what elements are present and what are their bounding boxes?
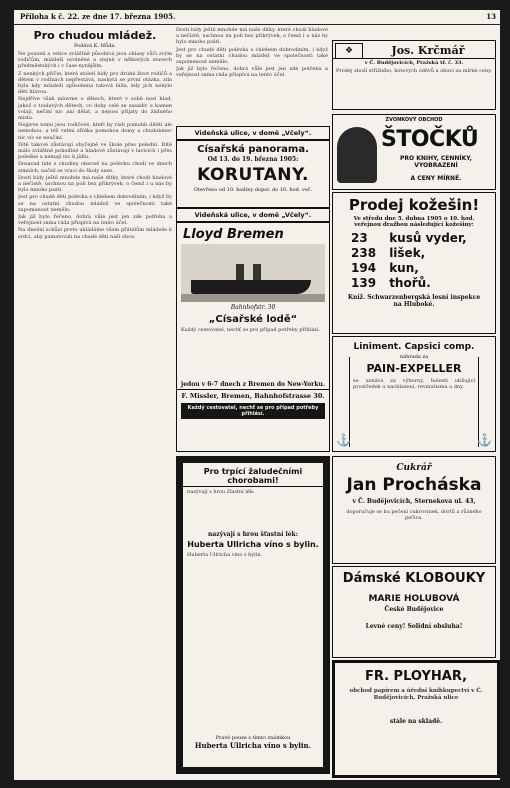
ad-prochaska-name: Jan Procháska <box>346 475 482 495</box>
ad-kramar-name: Jos. Krčmář <box>391 44 465 57</box>
funnel-icon <box>253 264 261 280</box>
ad-furs <box>332 192 496 334</box>
page-header <box>14 10 500 24</box>
ad-prochaska-text: doporučuje se ku pečení cukrovinek, dortů a různého pečiva. <box>346 509 482 522</box>
ad-capsici-sub: náhrada za <box>399 354 429 360</box>
ad-ployhar-foot: stále na skladě. <box>389 718 443 725</box>
ad-stocku <box>332 114 496 190</box>
ad-stomach-frame <box>176 456 330 774</box>
ad-furs-foot2: na Hluboké. <box>393 301 435 308</box>
portrait-icon <box>337 127 377 183</box>
ad-capsici-text: se uznává za výborný, bolesti utišující prostředek u nachlazení, revmatismu a dny. <box>353 378 475 391</box>
ad-panorama <box>176 140 330 208</box>
logo-icon: ❖ <box>335 43 363 59</box>
ad-capsici-brand: PAIN-EXPELLER <box>366 362 462 375</box>
list-item: 139 thořů. <box>351 276 431 290</box>
ad-panorama-main: KORUTANY. <box>197 165 309 185</box>
paragraph: Jak již bylo řečeno, dobrá vůle jest jen zde potřeba a veřejnost sama ráda přispívá na tento účel. <box>18 214 172 227</box>
ad-stomach-foot: Pravé pouze s tímto známkou <box>215 735 291 741</box>
ad-stomach-title: Pro trpící žaludečními chorobami! <box>203 467 303 485</box>
ad-ployhar-name: FR. PLOYHAR, <box>364 669 468 684</box>
ad-bremen-brand: Lloyd Bremen <box>183 227 284 242</box>
ad-stomach-name: Huberta Ullricha víno s bylin. <box>187 540 319 549</box>
ad-bremen <box>176 222 330 452</box>
ad-prochaska <box>332 456 496 564</box>
ad-vceli-text-2: Videňská ulice, v domě „Včely“. <box>194 211 312 219</box>
ad-hats <box>332 566 496 658</box>
ad-vceli-band <box>176 126 330 140</box>
ad-prochaska-addr: v Č. Budějovicích, Sternekova ul. 43, <box>352 498 476 505</box>
ad-bremen-agent: F. Missler, Bremen, Bahnhofstrasse 30. <box>181 392 325 400</box>
paragraph: Ne pouzeli a velice zvláštně působivá jsou ohlasy vůči svým rodičům, mládeži uvolněné a stejně v některých stavech předměstských i v čase nynějším. <box>18 51 172 70</box>
ad-furs-date: Ve středu dne 5. dubna 1905 o 10. hod. <box>353 216 475 222</box>
newspaper-page <box>14 10 500 780</box>
anchor-icon: ⚓ <box>336 433 351 447</box>
ad-stomach-body: Huberta Ullricha víno s bylin. <box>187 552 263 558</box>
ad-stocku-line1: ZVONKOVÝ OBCHOD <box>385 117 443 123</box>
paragraph: Z nenkých příčin, které století bídy pro druhé život rodičů a dětem v rodinách nepřestává, naskytá se první otázka, zda byla kdy mládeži způsobena taková bída, kdy jich nebylo děti hlavou. <box>18 70 172 96</box>
ad-bremen-title: „Císařské lodě“ <box>208 314 298 325</box>
ship-hull-icon <box>191 280 311 294</box>
ad-kramar <box>332 40 496 110</box>
funnel-icon <box>236 264 244 280</box>
ad-furs-place: veřejnou dražbou následující kožešiny: <box>354 222 474 228</box>
list-item: 194 kun, <box>351 261 419 275</box>
paragraph: Dosavad lidé z chudiny obecně na polévku chodí ve dnech zimních, načež se vrací do školy zase. <box>18 161 172 174</box>
ad-panorama-dates: Od 13. do 19. března 1905: <box>207 156 299 163</box>
paragraph: Jak již bylo řečeno, dobrá vůle jest jen zde potřeba a veřejnost sama ráda přispívá na tento účel. <box>176 66 328 79</box>
paragraph: Jest pro chudé děti polévka s chlebem dobrodiním, i když by se na ostatní chudou mládež ve společnosti také zapomenout nemělo. <box>18 194 172 213</box>
article-column-1 <box>18 27 172 777</box>
ad-kramar-text: Prodej zboží střížního, hotových oděvů a obuvi za mírné ceny. <box>336 68 492 74</box>
ad-furs-list <box>351 231 495 291</box>
paragraph: Dítě takové zůstávají obyčejně ve škole přes polední. Dítě málo zvláštně pohodlné a hladové zůstávají v lavicích i přes poledne a nemají nic k jídlu. <box>18 141 172 161</box>
ad-panorama-title: Císařská panorama. <box>197 144 309 155</box>
ad-prochaska-title: Cukrář <box>396 463 432 473</box>
ad-kramar-address: v Č. Budějovicích, Pražská tř. č. 33. <box>364 60 464 66</box>
paragraph: Dosti bídy ještě mnohde má naše dítky, které chodí hladové a nečistě, uschnou na poli bez přikrývek, o čemž i u nás by bylo mnoho psáti. <box>176 27 328 46</box>
header-rule <box>14 24 500 25</box>
list-item: 238 lišek, <box>351 246 426 260</box>
article-byline: Podává K. Hůda. <box>73 43 116 49</box>
ad-vceli-text: Videňská ulice, v domě „Včely“. <box>194 129 312 137</box>
ad-stocku-line3: A CENY MÍRNÉ. <box>410 175 462 182</box>
article-column-2 <box>176 27 328 121</box>
ad-furs-foot: Kníž. Schwarzenbergská lesní inspekce <box>347 294 481 301</box>
ad-hats-name: MARIE HOLUBOVÁ <box>368 594 460 604</box>
ad-bremen-route: jedou v 6-7 dnech z Bremen do New-Yorku. <box>181 381 325 388</box>
ad-stomach <box>183 463 323 767</box>
page-number: 13 <box>486 12 496 21</box>
ad-stomach-sub: nazývají s hrou šťastní lék: <box>208 531 298 538</box>
ad-capsici-title: Liniment. Capsici comp. <box>353 342 475 352</box>
ad-furs-title: Prodej kožešin! <box>348 196 480 214</box>
ad-stomach-text: nazývají s hrou šťastní lék: <box>187 489 255 495</box>
ad-bremen-list: Každý cestovatel, nechť se pro případ potřeby přihlásí. <box>181 327 321 333</box>
paragraph: Nejdříve však mluvme o dětech, které v sobě nosí hlad, jakož o toulavých dětech, co doby celé se zasadiv u kamen volají, nečiní nic ani dělat, a nejsou přijaty do žádného místa. <box>18 96 172 122</box>
article-title: Pro chudou mládež. <box>33 29 157 42</box>
ship-image <box>181 244 325 302</box>
paragraph: Jest pro chudé děti polévka s chlebem dobrodiním, i když by se na ostatní chudou mládež ve společnosti také zapomenout nemělo. <box>176 46 328 66</box>
ad-bremen-note: Každý cestovatel, nechť se pro případ potřeby přihlásí. <box>181 403 325 419</box>
paragraph: Na dnešní schůzi proto ukládáme všem přátelům mládeže k srdci, aby pamatovali na chudé děti naší obce. <box>18 227 172 240</box>
ad-hats-foot: Levné ceny! Solidní obsluha! <box>365 623 463 630</box>
ad-panorama-hours: Otevřeno od 10. hodiny dopol. do 10. hod. več. <box>193 187 313 193</box>
paragraph: Nejprve tomu jsou rodičové, kteří by rádi pomohli dítěti ale nemohou, a též velmi zřídka pomohou domy a chudobinec nic víc se neučiní. <box>18 122 172 141</box>
ad-bremen-caption: Bahnhofstr. 30 <box>230 304 276 311</box>
ad-ployhar <box>332 660 500 778</box>
ad-vceli-band-2 <box>176 208 330 222</box>
paragraph: Dosti bídy ještě mnohde má naše dítky, které chodí hladové a nečistě, uschnou na poli bez přikrývek, o čemž i u nás by bylo mnoho psáti. <box>18 174 172 194</box>
list-item: 23 kusů vyder, <box>351 231 467 245</box>
ad-hats-title: Dámské KLOBOUKY <box>342 571 486 586</box>
ad-stocku-line2: PRO KNIHY, CENNÍKY, VYOBRAZENÍ <box>400 155 472 169</box>
sea-icon <box>181 294 325 302</box>
ad-stomach-foot2: Huberta Ullricha víno s bylin. <box>194 741 312 750</box>
ad-ployhar-text: obchod papírem a úřední knihkupectví v Č. Budějovicích, Pražská ulice <box>349 688 483 701</box>
ad-stocku-brand: ŠTOČKŮ <box>381 127 479 152</box>
header-date: Příloha k č. 22. ze dne 17. března 1905. <box>20 12 176 21</box>
ad-capsici <box>332 336 496 452</box>
anchor-icon: ⚓ <box>477 433 492 447</box>
ad-hats-addr: České Budějovice <box>384 606 444 613</box>
